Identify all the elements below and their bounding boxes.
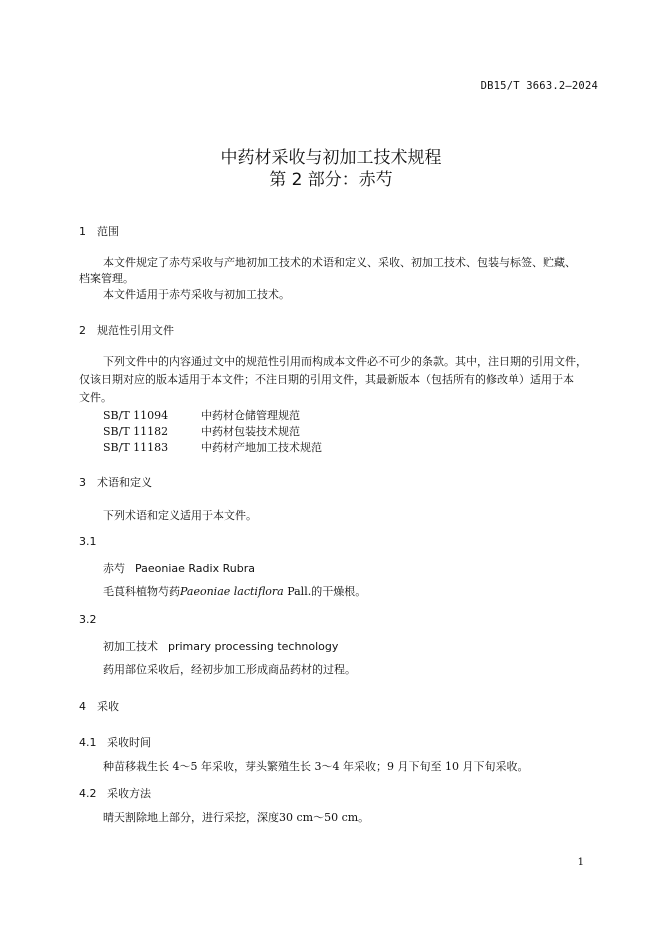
section-title: 范围 xyxy=(97,225,119,238)
subsection-number: 4.1 xyxy=(79,736,97,749)
scope-paragraph-line-2: 档案管理。 xyxy=(79,272,134,285)
reference-item xyxy=(103,407,300,423)
references-paragraph-line-1: 下列文件中的内容通过文中的规范性引用而构成本文件必不可少的条款。其中，注日期的引用文件， xyxy=(103,355,587,368)
term-chinese: 赤芍 xyxy=(103,562,125,575)
subsection-4-1-heading xyxy=(79,734,151,750)
section-number: 4 xyxy=(79,700,86,713)
standard-number: DB15/T 3663.2—2024 xyxy=(480,80,598,92)
term-chinese: 初加工技术 xyxy=(103,640,158,653)
term-english: Paeoniae Radix Rubra xyxy=(135,562,255,575)
section-title: 规范性引用文件 xyxy=(97,324,174,337)
section-3-heading xyxy=(79,474,152,490)
reference-title: 中药材仓储管理规范 xyxy=(201,409,300,422)
section-2-heading xyxy=(79,322,174,338)
section-4-heading xyxy=(79,698,119,714)
section-number: 3 xyxy=(79,476,86,489)
references-paragraph-line-3: 文件。 xyxy=(79,391,112,404)
definition-text: 毛茛科植物芍药 xyxy=(103,585,180,598)
section-1-heading xyxy=(79,223,119,239)
term-english: primary processing technology xyxy=(168,640,339,653)
reference-code: SB/T 11094 xyxy=(103,409,169,422)
harvest-method-text: 晴天割除地上部分，进行采挖，深度30 cm～50 cm。 xyxy=(103,811,370,824)
term-3-1-number: 3.1 xyxy=(79,535,97,548)
definition-text: Pall.的干燥根。 xyxy=(283,585,367,598)
latin-name: Paeoniae lactiflora xyxy=(180,585,284,598)
harvest-time-text: 种苗移栽生长 4～5 年采收，芽头繁殖生长 3～4 年采收；9 月下旬至 10 月下旬采收。 xyxy=(103,760,529,773)
document-subtitle: 第 2 部分：赤芍 xyxy=(269,170,393,190)
subsection-number: 4.2 xyxy=(79,787,97,800)
term-3-1-definition xyxy=(103,584,366,600)
term-3-2-number: 3.2 xyxy=(79,613,97,626)
reference-title: 中药材产地加工技术规范 xyxy=(201,441,322,454)
section-number: 2 xyxy=(79,324,86,337)
reference-item xyxy=(103,439,322,455)
section-title: 采收 xyxy=(97,700,119,713)
term-3-1 xyxy=(103,560,255,576)
document-title: 中药材采收与初加工技术规程 xyxy=(220,148,442,168)
page-number: 1 xyxy=(577,857,584,868)
term-3-2-definition: 药用部位采收后，经初步加工形成商品药材的过程。 xyxy=(103,663,356,676)
term-3-2 xyxy=(103,638,338,654)
reference-item xyxy=(103,423,300,439)
reference-code: SB/T 11183 xyxy=(103,441,169,454)
terms-intro: 下列术语和定义适用于本文件。 xyxy=(103,509,257,522)
subsection-title: 采收时间 xyxy=(107,736,151,749)
reference-code: SB/T 11182 xyxy=(103,425,169,438)
reference-title: 中药材包装技术规范 xyxy=(201,425,300,438)
section-number: 1 xyxy=(79,225,86,238)
section-title: 术语和定义 xyxy=(97,476,152,489)
scope-paragraph-line-1: 本文件规定了赤芍采收与产地初加工技术的术语和定义、采收、初加工技术、包装与标签、贮藏、 xyxy=(103,256,576,269)
subsection-4-2-heading xyxy=(79,785,151,801)
scope-applicability: 本文件适用于赤芍采收与初加工技术。 xyxy=(103,288,290,301)
subsection-title: 采收方法 xyxy=(107,787,151,800)
references-paragraph-line-2: 仅该日期对应的版本适用于本文件；不注日期的引用文件，其最新版本（包括所有的修改单）适用于本 xyxy=(79,373,574,386)
